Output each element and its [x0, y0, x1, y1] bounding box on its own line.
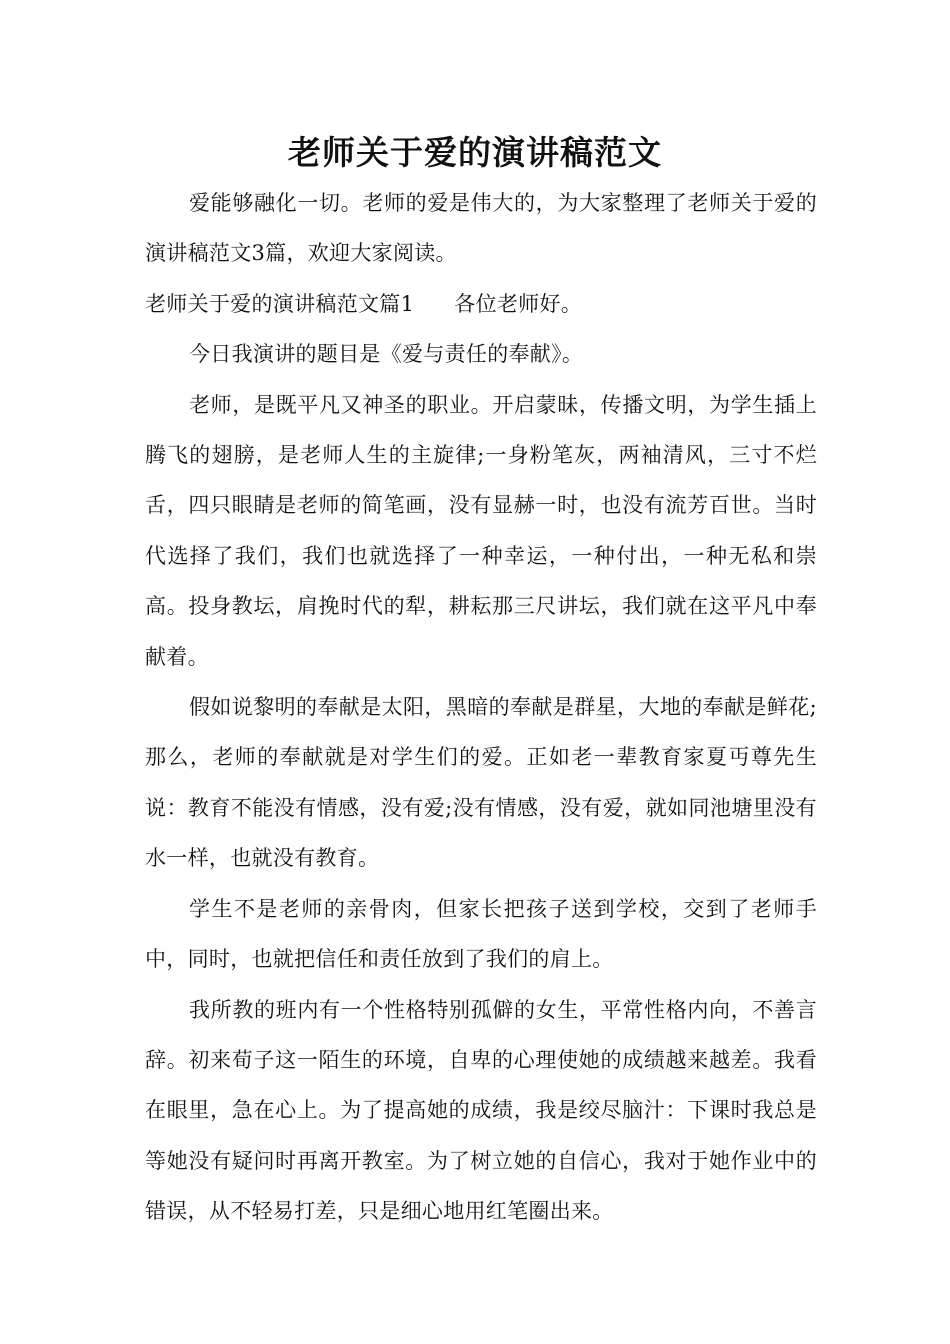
body-paragraph: 今日我演讲的题目是《爱与责任的奉献》。	[189, 342, 584, 367]
section-heading: 老师关于爱的演讲稿范文篇1	[145, 291, 415, 316]
greeting: 各位老师好。	[454, 291, 583, 316]
document-title: 老师关于爱的演讲稿范文	[288, 133, 662, 172]
body-paragraph: 假如说黎明的奉献是太阳，黑暗的奉献是群星，大地的奉献是鲜花;那么，老师的奉献就是对学生们的爱。正如老一辈教育家夏丏尊先生说：教育不能没有情感，没有爱;没有情感，没有爱，就如同池塘里没有水一样，也就没有教育。	[145, 695, 817, 871]
body-paragraph: 老师，是既平凡又神圣的职业。开启蒙昧，传播文明，为学生插上腾飞的翅膀，是老师人生的主旋律;一身粉笔灰，两袖清风，三寸不烂舌，四只眼睛是老师的简笔画，没有显赫一时，也没有流芳百世。当时代选择了我们，我们也就选择了一种幸运，一种付出，一种无私和崇高。投身教坛，肩挽时代的犁，耕耘那三尺讲坛，我们就在这平凡中奉献着。	[145, 392, 817, 669]
body-paragraph: 学生不是老师的亲骨肉，但家长把孩子送到学校，交到了老师手中，同时，也就把信任和责任放到了我们的肩上。	[145, 896, 817, 972]
document-body	[145, 178, 817, 1237]
body-paragraph: 我所教的班内有一个性格特别孤僻的女生，平常性格内向，不善言辞。初来荀子这一陌生的环境，自卑的心理使她的成绩越来越差。我看在眼里，急在心上。为了提高她的成绩，我是绞尽脑汁：下课时我总是等她没有疑问时再离开教室。为了树立她的自信心，我对于她作业中的错误，从不轻易打差，只是细心地用红笔圈出来。	[145, 997, 817, 1224]
section-heading-line	[145, 279, 817, 329]
intro-paragraph: 爱能够融化一切。老师的爱是伟大的，为大家整理了老师关于爱的演讲稿范文3篇，欢迎大家阅读。	[145, 191, 817, 266]
